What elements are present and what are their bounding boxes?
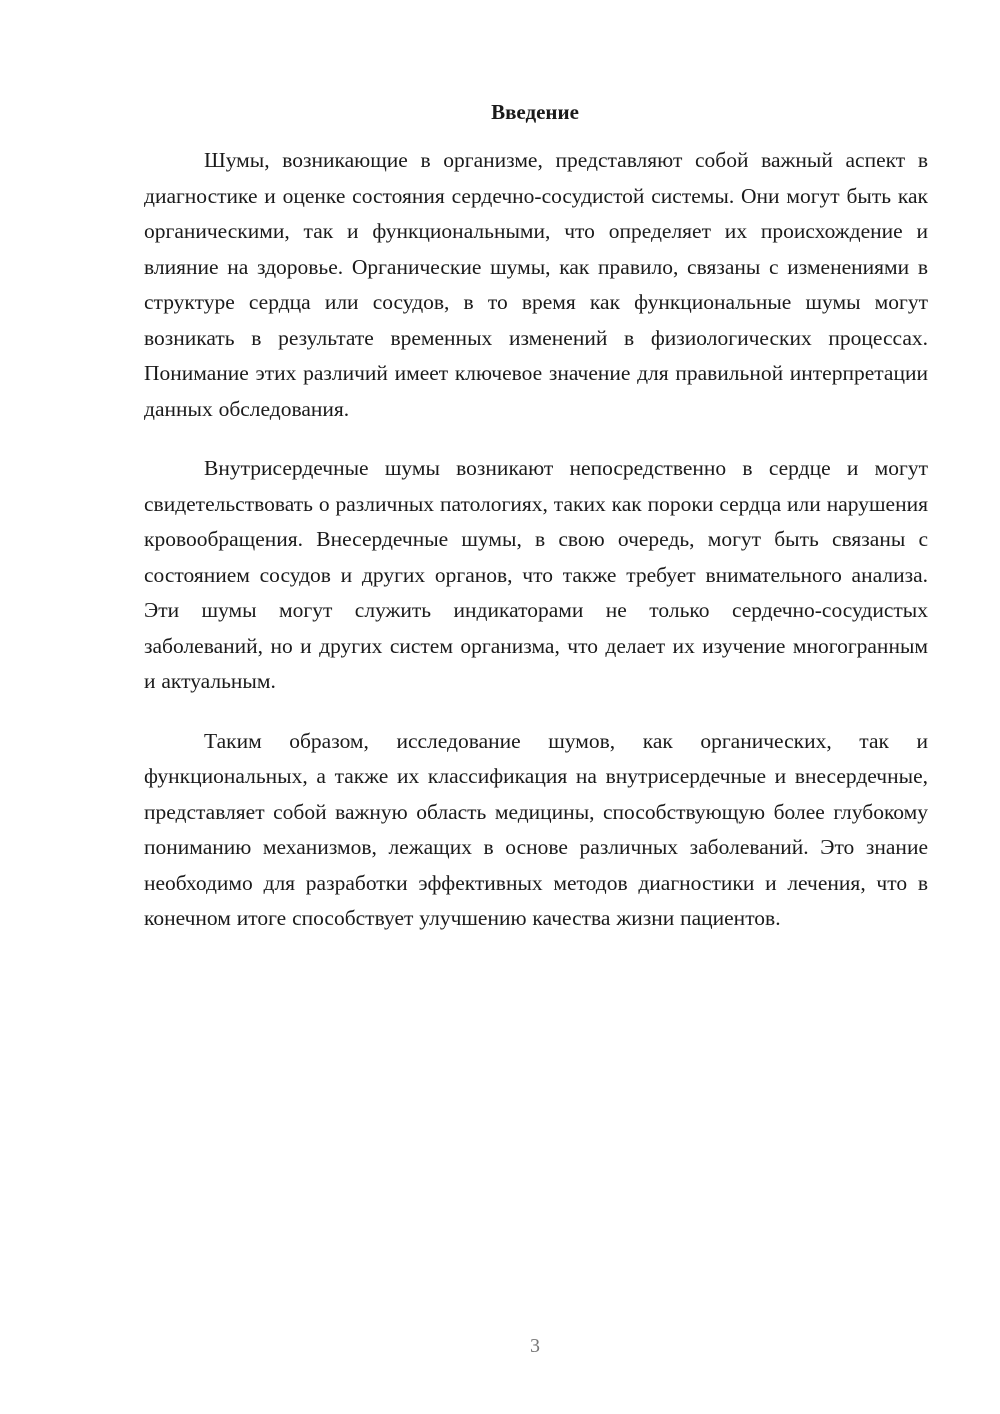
page-number: 3 bbox=[530, 1335, 540, 1357]
paragraph-2: Внутрисердечные шумы возникают непосредственно в сердце и могут свидетельствовать о различных патологиях, таких как пороки сердца или нарушения кровообращения. Внесердечные шумы, в свою очередь, могут быть связаны с состоянием сосудов и других органов, что также требует внимательного анализа. Эти шумы могут служить индикаторами не только сердечно-сосудистых заболеваний, но и других систем организма, что делает их изучение многогранным и актуальным. bbox=[144, 456, 928, 693]
paragraph-3: Таким образом, исследование шумов, как органических, так и функциональных, а также их классификация на внутрисердечные и внесердечные, представляет собой важную область медицины, способствующую более глубокому пониманию механизмов, лежащих в основе различных заболеваний. Это знание необходимо для разработки эффективных методов диагностики и лечения, что в конечном итоге способствует улучшению качества жизни пациентов. bbox=[144, 728, 928, 930]
body-text bbox=[144, 143, 928, 961]
paragraph-1: Шумы, возникающие в организме, представляют собой важный аспект в диагностике и оценке состояния сердечно-сосудистой системы. Они могут быть как органическими, так и функциональными, что определяет их происхождение и влияние на здоровье. Органические шумы, как правило, связаны с изменениями в структуре сердца или сосудов, в то время как функциональные шумы могут возникать в результате временных изменений в физиологических процессах. Понимание этих различий имеет ключевое значение для правильной интерпретации данных обследования. bbox=[144, 148, 928, 421]
page-title: Введение bbox=[491, 100, 579, 124]
